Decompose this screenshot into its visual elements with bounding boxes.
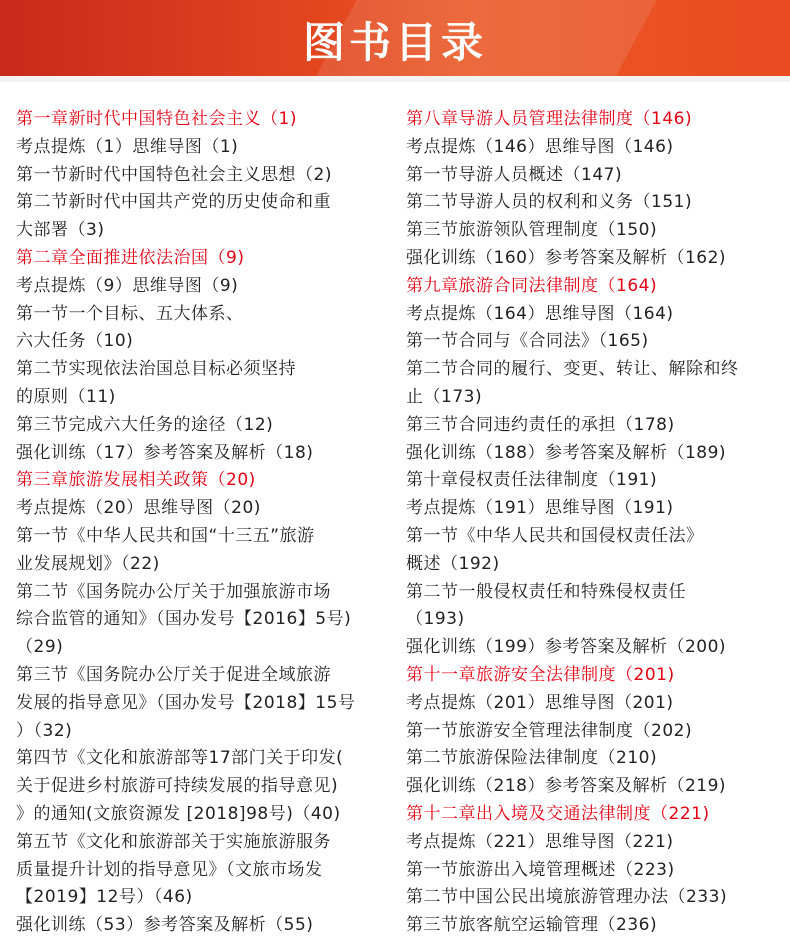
toc-chapter-heading: 第二章全面推进依法治国（9) bbox=[16, 247, 245, 268]
toc-entry: 强化训练（199）参考答案及解析（200) bbox=[406, 637, 727, 658]
toc-entry: 关于促进乡村旅游可持续发展的指导意见) bbox=[16, 776, 339, 797]
toc-entry: 第二节导游人员的权利和义务（151) bbox=[406, 192, 693, 213]
toc-entry: 第二节合同的履行、变更、转让、解除和终 bbox=[406, 359, 739, 380]
toc-entry: 第一节合同与《合同法》（165) bbox=[406, 331, 649, 352]
toc-entry: 考点提炼（191）思维导图（191) bbox=[406, 498, 674, 519]
toc-entry: 考点提炼（221）思维导图（221) bbox=[406, 831, 674, 852]
toc-entry: 第二节旅游保险法律制度（210) bbox=[406, 748, 658, 769]
toc-entry: 第一节《中华人民共和国侵权责任法》 bbox=[406, 525, 704, 546]
toc-entry: 强化训练（53）参考答案及解析（55) bbox=[16, 915, 314, 936]
toc-entry: 第二节新时代中国共产党的历史使命和重 bbox=[16, 192, 331, 213]
toc-entry: 业发展规划》（22) bbox=[16, 553, 160, 574]
toc-entry: 第二节中国公民出境旅游管理办法（233) bbox=[406, 887, 728, 908]
toc-entry: 大部署（3) bbox=[16, 220, 105, 241]
toc-entry: 止（173) bbox=[406, 386, 483, 407]
header-banner bbox=[0, 0, 790, 82]
toc-entry: 强化训练（160）参考答案及解析（162) bbox=[406, 247, 727, 268]
toc-entry: 第三节旅客航空运输管理（236) bbox=[406, 915, 658, 936]
toc-chapter-heading: 第九章旅游合同法律制度（164) bbox=[406, 275, 658, 296]
toc-right-column bbox=[406, 106, 784, 940]
toc-entry: 第三节合同违约责任的承担（178) bbox=[406, 414, 675, 435]
toc-entry: 质量提升计划的指导意见》（文旅市场发 bbox=[16, 859, 323, 880]
toc-entry: 强化训练（17）参考答案及解析（18) bbox=[16, 442, 314, 463]
toc-entry: 六大任务（10) bbox=[16, 331, 134, 352]
toc-entry: 第一节导游人员概述（147) bbox=[406, 164, 623, 185]
page-title: 图书目录 bbox=[302, 18, 487, 67]
toc-entry: 第十章侵权责任法律制度（191) bbox=[406, 470, 658, 491]
toc-entry: 第二节一般侵权责任和特殊侵权责任 bbox=[406, 581, 686, 602]
toc-entry: 考点提炼（9）思维导图（9) bbox=[16, 275, 239, 296]
toc-entry: 第二节《国务院办公厅关于加强旅游市场 bbox=[16, 581, 331, 602]
toc-entry: 考点提炼（164）思维导图（164) bbox=[406, 303, 674, 324]
toc-entry: 综合监管的通知》（国办发号【2016】5号) bbox=[16, 609, 352, 630]
toc-entry: 》的通知(文旅资源发 [2018]98号)（40) bbox=[16, 803, 341, 824]
toc-entry: 考点提炼（146）思维导图（146) bbox=[406, 136, 674, 157]
toc-entry: 第五节《文化和旅游部关于实施旅游服务 bbox=[16, 831, 331, 852]
toc-entry: 强化训练（218）参考答案及解析（219) bbox=[406, 776, 727, 797]
toc-chapter-heading: 第一章新时代中国特色社会主义（1) bbox=[16, 109, 297, 129]
toc-chapter-heading: 第十一章旅游安全法律制度（201) bbox=[406, 664, 675, 685]
toc-entry: （29) bbox=[16, 637, 64, 658]
toc-entry: 第四节《文化和旅游部等17部门关于印发( bbox=[16, 748, 344, 769]
toc-left-column bbox=[16, 106, 382, 940]
toc-entry: 第一节旅游出入境管理概述（223) bbox=[406, 859, 675, 880]
toc-entry: 强化训练（188）参考答案及解析（189) bbox=[406, 442, 727, 463]
toc-entry: 第三节旅游领队管理制度（150) bbox=[406, 220, 658, 241]
toc-chapter-heading: 第八章导游人员管理法律制度（146) bbox=[406, 109, 693, 129]
toc-entry: （193) bbox=[406, 609, 465, 630]
toc-entry: 第三节《国务院办公厅关于促进全域旅游 bbox=[16, 664, 331, 685]
toc-entry: 考点提炼（201）思维导图（201) bbox=[406, 692, 674, 713]
toc-entry: 第一节新时代中国特色社会主义思想（2) bbox=[16, 164, 332, 185]
toc-entry: 考点提炼（1）思维导图（1) bbox=[16, 136, 239, 157]
toc-entry: 第二节实现依法治国总目标必须坚持 bbox=[16, 359, 296, 380]
toc-entry: 第一节一个目标、五大体系、 bbox=[16, 303, 244, 324]
toc-entry: 发展的指导意见》（国办发号【2018】15号 bbox=[16, 692, 356, 713]
toc-entry: 第三节完成六大任务的途径（12) bbox=[16, 414, 274, 435]
toc-entry: 的原则（11) bbox=[16, 386, 116, 407]
toc-entry: 第一节旅游安全管理法律制度（202) bbox=[406, 720, 693, 741]
toc-entry: 概述（192) bbox=[406, 553, 500, 574]
toc-entry: ）（32) bbox=[16, 720, 73, 741]
toc-chapter-heading: 第十二章出入境及交通法律制度（221) bbox=[406, 803, 710, 824]
toc-chapter-heading: 第三章旅游发展相关政策（20) bbox=[16, 470, 256, 491]
toc-entry: 第一节《中华人民共和国“十三五”旅游 bbox=[16, 525, 315, 546]
toc-entry: 考点提炼（20）思维导图（20) bbox=[16, 498, 261, 519]
toc-entry: 【2019】12号）（46) bbox=[16, 887, 193, 908]
